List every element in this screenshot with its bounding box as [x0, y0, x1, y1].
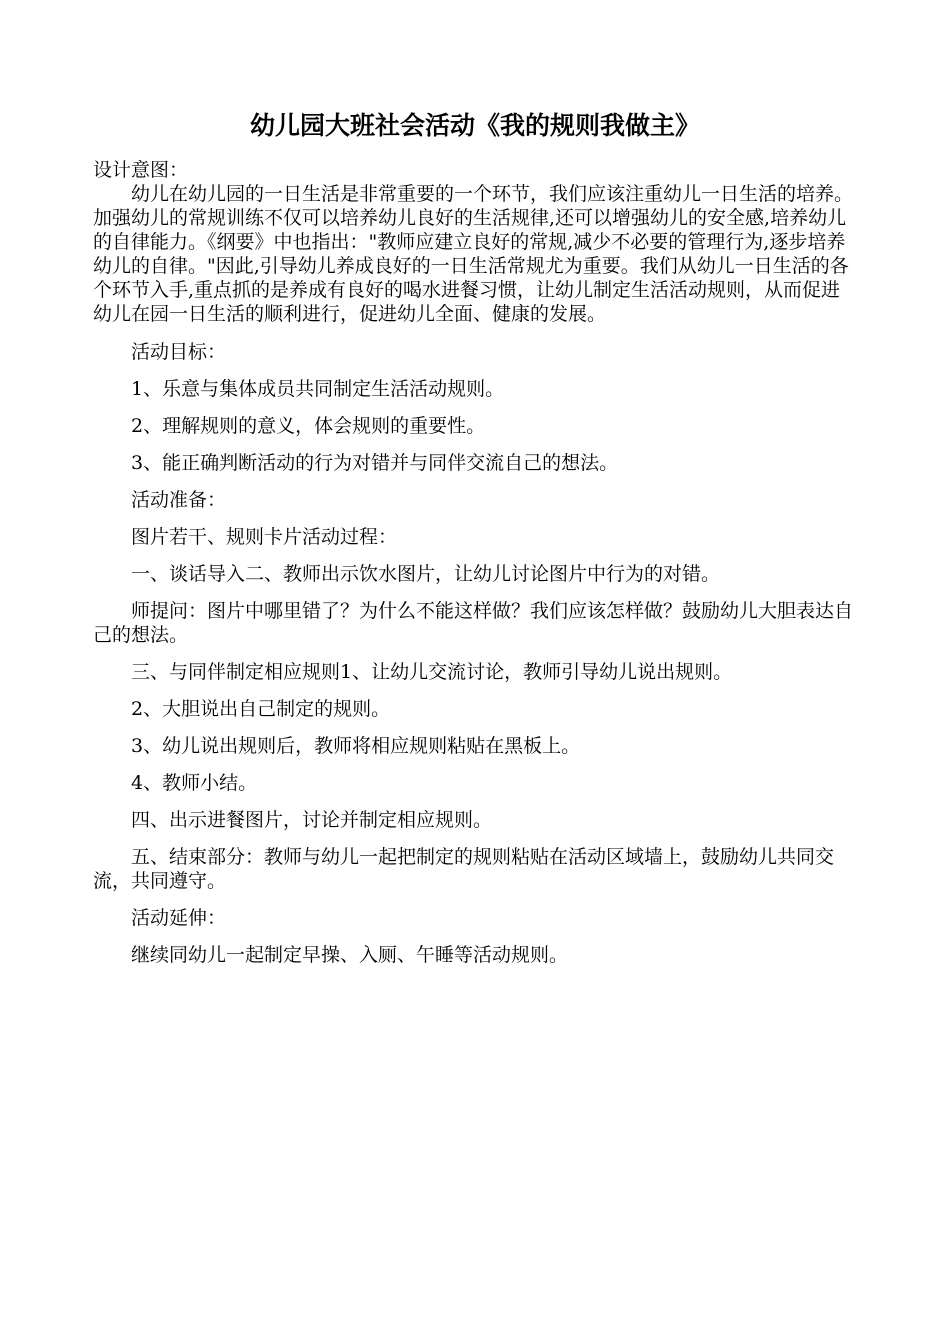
process-step-1: 一、谈话导入二、教师出示饮水图片，让幼儿讨论图片中行为的对错。 — [131, 563, 721, 585]
process-step-5: 五、结束部分：教师与幼儿一起把制定的规则粘贴在活动区域墙上，鼓励幼儿共同交流，共同遵守。 — [93, 846, 835, 892]
document-body — [93, 158, 859, 980]
design-intent-heading: 设计意图： — [93, 159, 189, 181]
preparation-text: 图片若干、规则卡片活动过程： — [131, 526, 398, 548]
objective-item-3: 3、能正确判断活动的行为对错并与同伴交流自己的想法。 — [131, 452, 619, 474]
preparation-heading: 活动准备： — [131, 489, 227, 511]
process-substep-4: 4、教师小结。 — [131, 772, 258, 794]
teacher-question: 师提问：图片中哪里错了？为什么不能这样做？我们应该怎样做？鼓励幼儿大胆表达自己的想法。 — [93, 600, 854, 646]
process-step-3: 三、与同伴制定相应规则1、让幼儿交流讨论，教师引导幼儿说出规则。 — [131, 661, 733, 683]
objective-item-2: 2、理解规则的意义，体会规则的重要性。 — [131, 415, 486, 437]
process-substep-2: 2、大胆说出自己制定的规则。 — [131, 698, 391, 720]
extension-heading: 活动延伸： — [131, 907, 227, 929]
process-step-4: 四、出示进餐图片，讨论并制定相应规则。 — [131, 809, 493, 831]
objective-item-1: 1、乐意与集体成员共同制定生活活动规则。 — [131, 378, 505, 400]
document-title: 幼儿园大班社会活动《我的规则我做主》 — [249, 111, 700, 140]
process-substep-3: 3、幼儿说出规则后，教师将相应规则粘贴在黑板上。 — [131, 735, 581, 757]
extension-text: 继续同幼儿一起制定早操、入厕、午睡等活动规则。 — [131, 944, 569, 966]
design-intent-paragraph: 幼儿在幼儿园的一日生活是非常重要的一个环节，我们应该注重幼儿一日生活的培养。加强幼儿的常规训练不仅可以培养幼儿良好的生活规律,还可以增强幼儿的安全感,培养幼儿的自律能力。《纲要》中也指出："教师应建立良好的常规,减少不必要的管理行为,逐步培养幼儿的自律。"因此,引导幼儿养成良好的一日生活常规尤为重要。我们从幼儿一日生活的各个环节入手,重点抓的是养成有良好的喝水进餐习惯，让幼儿制定生活活动规则，从而促进幼儿在园一日生活的顺利进行，促进幼儿全面、健康的发展。 — [93, 183, 854, 325]
objectives-heading: 活动目标： — [131, 341, 227, 363]
